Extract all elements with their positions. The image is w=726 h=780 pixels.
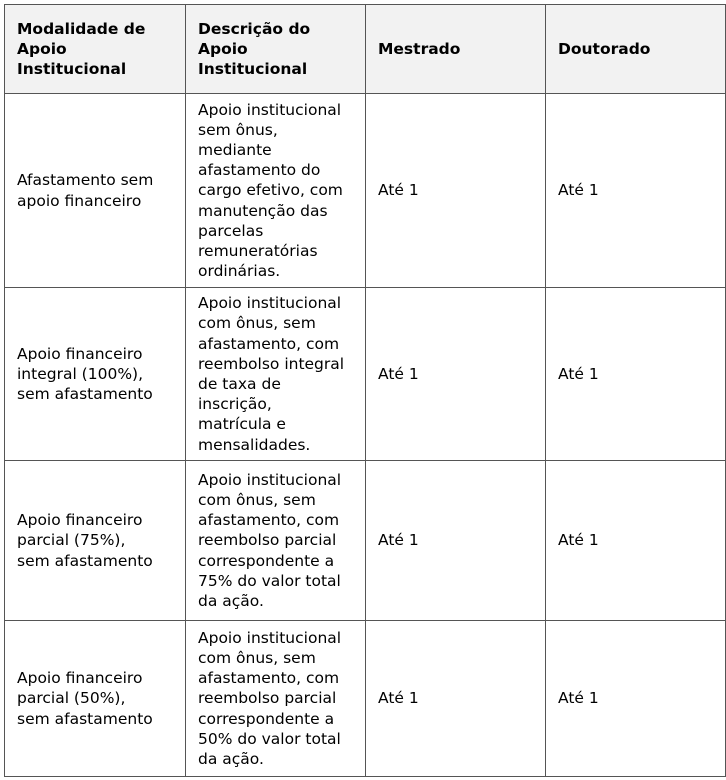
cell-doutorado: Até 1 bbox=[546, 621, 726, 777]
cell-doutorado: Até 1 bbox=[546, 94, 726, 288]
table-row bbox=[5, 94, 726, 288]
cell-doutorado: Até 1 bbox=[546, 461, 726, 621]
cell-doutorado: Até 1 bbox=[546, 288, 726, 461]
header-descricao: Descrição do Apoio Institucional bbox=[186, 5, 366, 94]
table-row bbox=[5, 621, 726, 777]
cell-modalidade: Afastamento sem apoio financeiro bbox=[5, 94, 186, 288]
cell-descricao: Apoio institucional com ônus, sem afastamento, com reembolso parcial correspondente a 75% do valor total da ação. bbox=[186, 461, 366, 621]
cell-mestrado: Até 1 bbox=[366, 461, 546, 621]
cell-descricao: Apoio institucional sem ônus, mediante afastamento do cargo efetivo, com manutenção das parcelas remuneratórias ordinárias. bbox=[186, 94, 366, 288]
support-modalities-table bbox=[4, 4, 726, 777]
table-row bbox=[5, 461, 726, 621]
table-row bbox=[5, 288, 726, 461]
table-header-row bbox=[5, 5, 726, 94]
header-mestrado: Mestrado bbox=[366, 5, 546, 94]
header-modalidade: Modalidade de Apoio Institucional bbox=[5, 5, 186, 94]
cell-descricao: Apoio institucional com ônus, sem afastamento, com reembolso parcial correspondente a 50% do valor total da ação. bbox=[186, 621, 366, 777]
cell-mestrado: Até 1 bbox=[366, 621, 546, 777]
cell-modalidade: Apoio financeiro integral (100%), sem afastamento bbox=[5, 288, 186, 461]
cell-mestrado: Até 1 bbox=[366, 288, 546, 461]
cell-mestrado: Até 1 bbox=[366, 94, 546, 288]
header-doutorado: Doutorado bbox=[546, 5, 726, 94]
cell-descricao: Apoio institucional com ônus, sem afastamento, com reembolso integral de taxa de inscrição, matrícula e mensalidades. bbox=[186, 288, 366, 461]
cell-modalidade: Apoio financeiro parcial (75%), sem afastamento bbox=[5, 461, 186, 621]
cell-modalidade: Apoio financeiro parcial (50%), sem afastamento bbox=[5, 621, 186, 777]
